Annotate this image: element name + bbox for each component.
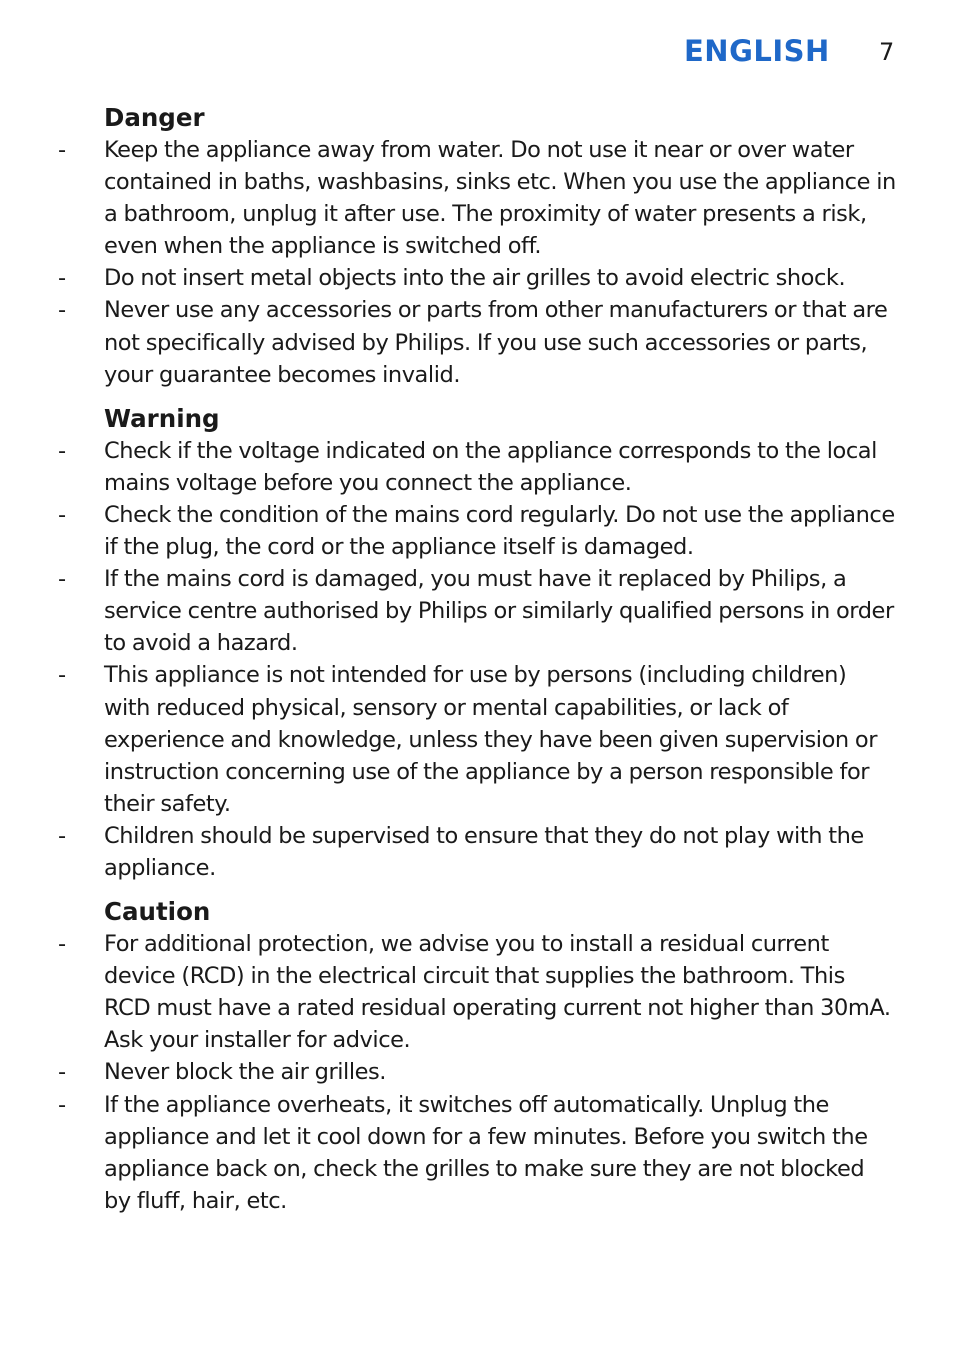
item-text: If the appliance overheats, it switches off automatically. Unplug the appliance and let it cool down for a few minutes. Before you switch the appliance back on, check the grilles to make sure they are not blocked by fluff, hair, etc. (104, 1091, 868, 1214)
item-text: Check if the voltage indicated on the appliance corresponds to the local mains voltage before you connect the appliance. (104, 437, 877, 496)
list-item (56, 1089, 896, 1217)
list-item (56, 435, 896, 499)
item-text: Check the condition of the mains cord regularly. Do not use the appliance if the plug, the cord or the appliance itself is damaged. (104, 501, 895, 561)
list-item (56, 294, 896, 390)
dash-bullet: - (58, 137, 66, 163)
section-title-caution: Caution (104, 897, 211, 927)
list-item (56, 1056, 896, 1088)
section-title-warning: Warning (104, 403, 220, 433)
warning-list (56, 435, 896, 884)
item-text: This appliance is not intended for use by persons (including children) with reduced physical, sensory or mental capabilities, or lack of experience and knowledge, unless they have been given supervision or instruction concerning use of the appliance by a person responsible for their safety. (104, 662, 878, 817)
list-item (56, 134, 896, 262)
item-text: Never use any accessories or parts from other manufacturers or that are not specifically advised by Philips. If you use such accessories or parts, your guarantee becomes invalid. (104, 297, 888, 388)
list-item (56, 928, 896, 1056)
dash-bullet: - (58, 1091, 66, 1118)
item-text: For additional protection, we advise you to install a residual current device (RCD) in the electrical circuit that supplies the bathroom. This RCD must have a rated residual operating current not higher than 30mA. Ask your installer for advice. (104, 931, 891, 1054)
item-text: If the mains cord is damaged, you must have it replaced by Philips, a service centre authorised by Philips or similarly qualified persons in order to avoid a hazard. (104, 566, 894, 657)
dash-bullet: - (58, 931, 66, 958)
section-title-danger: Danger (104, 103, 205, 132)
dash-bullet: - (58, 297, 66, 324)
section-caution (56, 896, 896, 1217)
item-text: Do not insert metal objects into the air grilles to avoid electric shock. (104, 265, 846, 292)
item-text: Never block the air grilles. (104, 1059, 387, 1086)
language-heading: ENGLISH (684, 34, 830, 68)
dash-bullet: - (58, 437, 66, 464)
list-item (56, 563, 896, 659)
list-item (56, 262, 896, 294)
page-number: 7 (879, 38, 895, 66)
item-text: Keep the appliance away from water. Do not use it near or over water contained in baths, washbasins, sinks etc. When you use the appliance in a bathroom, unplug it after use. The proximity of water presents a risk, even when the appliance is switched off. (104, 137, 896, 260)
list-item (56, 820, 896, 884)
dash-bullet: - (58, 501, 66, 528)
dash-bullet: - (58, 662, 66, 689)
item-text: Children should be supervised to ensure that they do not play with the appliance. (104, 822, 864, 881)
dash-bullet: - (58, 265, 66, 292)
section-warning (56, 403, 896, 884)
list-item (56, 659, 896, 819)
dash-bullet: - (58, 1059, 66, 1086)
dash-bullet: - (58, 822, 66, 849)
list-item (56, 499, 896, 563)
safety-content (56, 102, 896, 1229)
caution-list (56, 928, 896, 1217)
dash-bullet: - (58, 566, 66, 593)
danger-list (56, 134, 896, 391)
section-danger (56, 102, 896, 391)
